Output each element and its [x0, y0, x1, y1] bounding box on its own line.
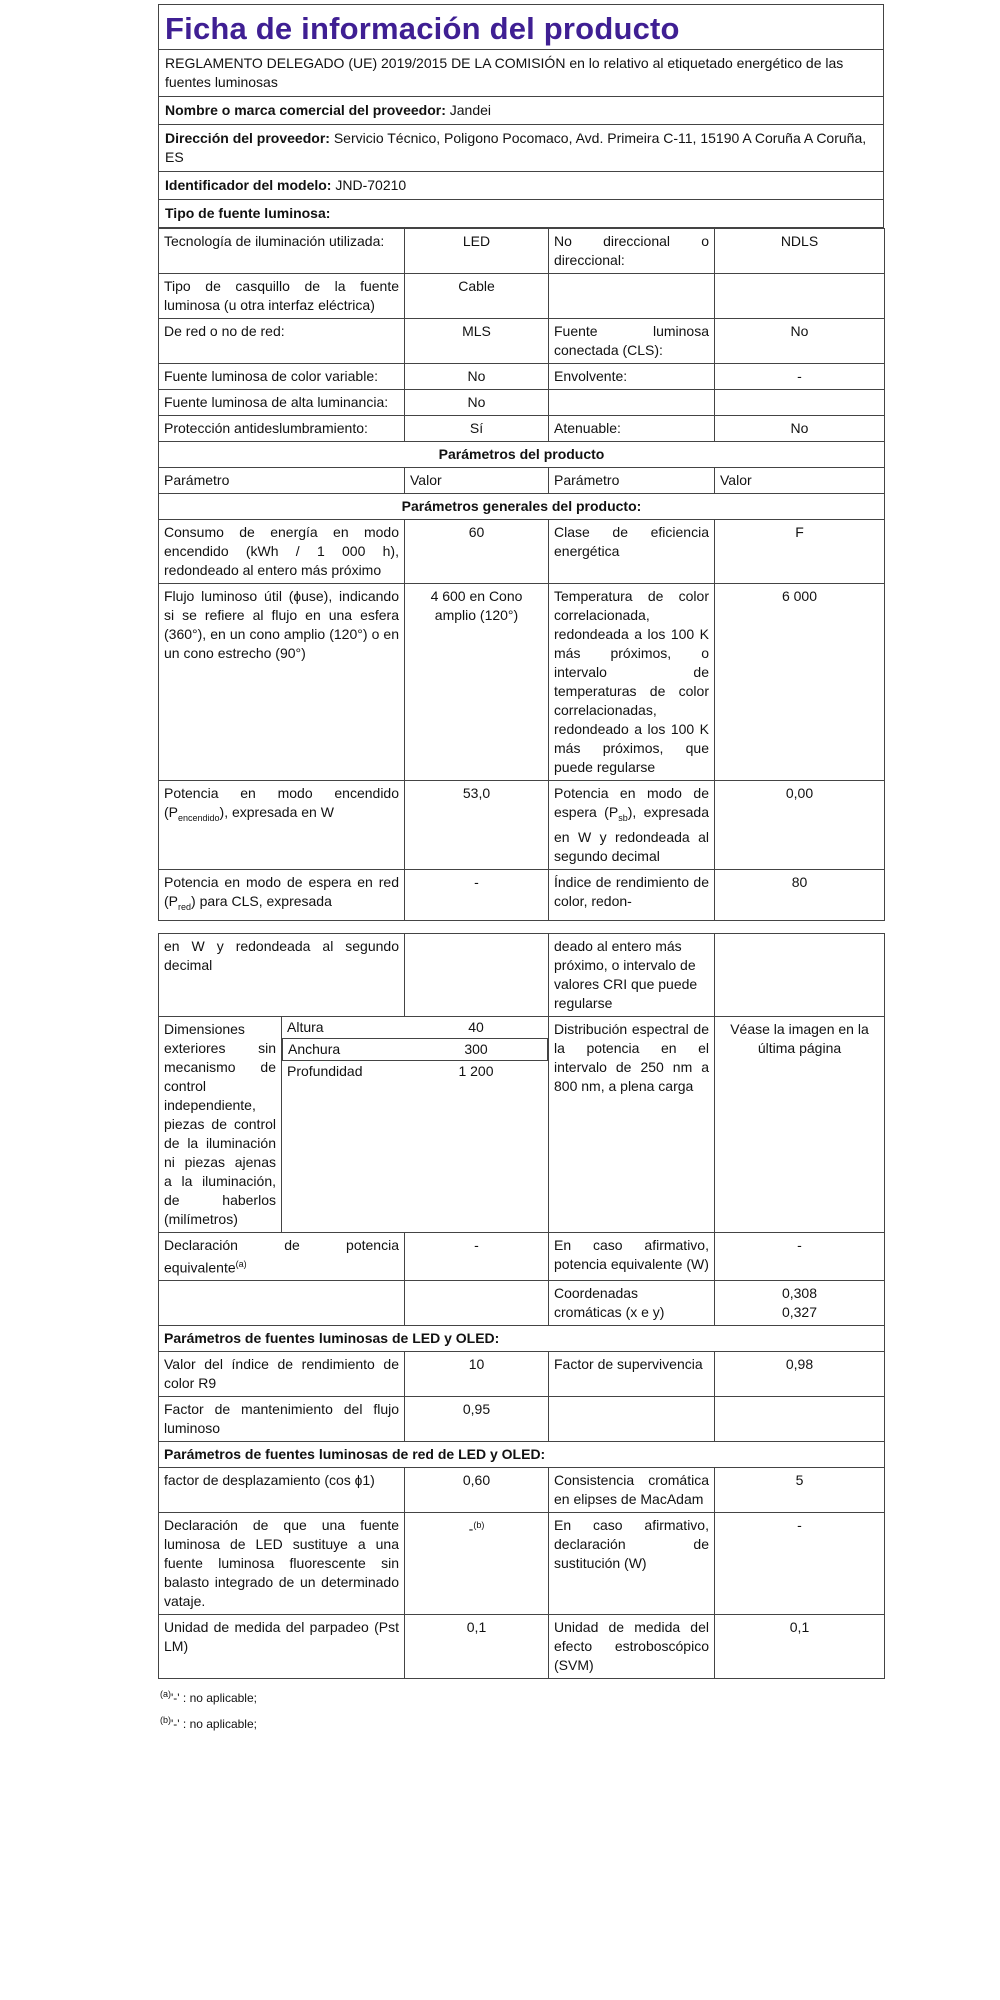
dimension-name: Altura	[287, 1018, 324, 1035]
type-label: Fuente luminosa de color variable:	[159, 364, 405, 390]
column-header-param2: Parámetro	[549, 468, 715, 494]
footnote-mark: (a)	[160, 1689, 171, 1700]
supplier-label: Nombre o marca comercial del proveedor:	[165, 102, 446, 118]
column-header-value: Valor	[405, 468, 549, 494]
mains-label: En caso afirmativo, declaración de sustitución (W)	[549, 1513, 715, 1615]
mains-value: -	[715, 1513, 885, 1615]
power-on-row	[159, 781, 885, 870]
power-net-row	[159, 869, 885, 920]
power-on-value: 53,0	[405, 781, 549, 870]
column-header-param: Parámetro	[159, 468, 405, 494]
empty-cell	[159, 1281, 405, 1326]
model-value: JND-70210	[335, 177, 407, 193]
type-value: NDLS	[715, 229, 885, 274]
general-heading-row	[159, 494, 885, 520]
led-heading-row	[159, 1326, 885, 1352]
equiv-power-value: -	[715, 1232, 885, 1281]
mains-value	[405, 1615, 549, 1679]
page-title: Ficha de información del producto	[165, 11, 680, 46]
dimension-value: 1 200	[458, 1062, 494, 1079]
cct-label: Temperatura de color correlacionada, redondeada a los 100 K más próximos, o intervalo de temperaturas de color correlacionadas, redondeado a los 100 K más próximos, que puede regularse	[549, 584, 715, 781]
type-value: No	[715, 416, 885, 442]
mains-label: Unidad de medida del parpadeo (Pst LM)	[159, 1615, 405, 1679]
standby-value: 0,00	[715, 781, 885, 870]
dimension-value: 300	[464, 1040, 488, 1057]
address-label: Dirección del proveedor:	[165, 130, 330, 146]
model-row	[159, 171, 883, 199]
mains-value-text: 0,60	[462, 1472, 491, 1489]
type-heading	[159, 199, 883, 227]
type-row	[159, 274, 885, 319]
address-row	[159, 124, 883, 171]
mains-value	[405, 1513, 549, 1615]
led-value	[715, 1397, 885, 1442]
page-break-gap	[159, 920, 885, 933]
power-net-value: -	[405, 869, 549, 920]
type-row	[159, 416, 885, 442]
cct-value: 6 000	[715, 584, 885, 781]
type-row	[159, 390, 885, 416]
product-info-sheet	[158, 4, 884, 1735]
mains-label: Declaración de que una fuente luminosa de LED sustituye a una fuente luminosa fluorescente sin balasto integrado de un determinado vataje.	[159, 1513, 405, 1615]
equiv-value: -	[405, 1232, 549, 1281]
led-row	[159, 1397, 885, 1442]
equiv-label-text: Declaración de potencia equivalente	[164, 1236, 399, 1276]
type-label	[549, 390, 715, 416]
dimension-height	[282, 1017, 548, 1038]
type-value	[715, 390, 885, 416]
mains-label: Consistencia cromática en elipses de MacAdam	[549, 1468, 715, 1513]
power-net-label	[159, 869, 405, 920]
mains-heading: Parámetros de fuentes luminosas de red de LED y OLED:	[159, 1442, 885, 1468]
type-label: Tipo de casquillo de la fuente luminosa (u otra interfaz eléctrica)	[159, 274, 405, 319]
chroma-x: 0,308	[781, 1285, 818, 1302]
efficiency-label: Clase de eficiencia energética	[549, 520, 715, 584]
type-value: -	[715, 364, 885, 390]
flux-label: Flujo luminoso útil (ɸuse), indicando si se refiere al flujo en una esfera (360°), en un cono amplio (120°) o en un cono estrecho (90°)	[159, 584, 405, 781]
address-value: Servicio Técnico, Poligono Pocomaco, Avd. Primeira C-11, 15190 A Coruña A Coruña, ES	[165, 130, 867, 165]
empty-cell	[405, 933, 549, 1016]
type-label: Fuente luminosa conectada (CLS):	[549, 319, 715, 364]
mains-value: 0,1	[715, 1615, 885, 1679]
standby-label-b: ), expresada en W y redondeada al segundo decimal	[554, 804, 709, 864]
led-label: Factor de supervivencia	[549, 1352, 715, 1397]
mains-label: Unidad de medida del efecto estroboscópico (SVM)	[549, 1615, 715, 1679]
type-value: MLS	[405, 319, 549, 364]
spectral-value: Véase la imagen en la última página	[715, 1016, 885, 1232]
equiv-row	[159, 1232, 885, 1281]
dimension-width	[282, 1038, 548, 1061]
power-on-label-a: Potencia en modo encendido (P	[164, 785, 399, 820]
dimensions-values	[282, 1017, 548, 1232]
standby-label-sub: sb	[618, 812, 628, 823]
footnote	[158, 1709, 884, 1735]
type-label: Fuente luminosa de alta luminancia:	[159, 390, 405, 416]
column-header-value2: Valor	[715, 468, 885, 494]
params-heading: Parámetros del producto	[159, 442, 885, 468]
power-on-label	[159, 781, 405, 870]
footnote	[158, 1683, 884, 1709]
footnote-text: '-' : no aplicable;	[171, 1691, 257, 1706]
dimension-value: 40	[468, 1018, 484, 1035]
mains-row	[159, 1513, 885, 1615]
led-value: 10	[405, 1352, 549, 1397]
spec-table	[158, 228, 885, 1679]
type-value	[715, 274, 885, 319]
type-heading-text: Tipo de fuente luminosa:	[165, 205, 331, 221]
mains-heading-row	[159, 1442, 885, 1468]
type-label: Envolvente:	[549, 364, 715, 390]
cri-cont-label: deado al entero más próximo, o intervalo de valores CRI que puede regularse	[549, 933, 715, 1016]
mains-label: factor de desplazamiento (cos ɸ1)	[159, 1468, 405, 1513]
footnote-mark: (b)	[160, 1715, 171, 1726]
power-on-label-sub: encendido	[178, 812, 220, 823]
dimension-depth	[282, 1061, 548, 1082]
mains-value-text: -	[468, 1520, 474, 1537]
type-value: LED	[405, 229, 549, 274]
type-value: Sí	[405, 416, 549, 442]
standby-label-a: Potencia en modo de espera (P	[554, 785, 709, 820]
led-value: 0,95	[405, 1397, 549, 1442]
type-label: No direccional o direccional:	[549, 229, 715, 274]
regulation-text: REGLAMENTO DELEGADO (UE) 2019/2015 DE LA COMISIÓN en lo relativo al etiquetado energético de las fuentes luminosas	[159, 49, 883, 96]
type-row	[159, 229, 885, 274]
cri-label: Índice de rendimiento de color, redon-	[549, 869, 715, 920]
dimensions-row	[159, 1016, 885, 1232]
mains-row	[159, 1615, 885, 1679]
type-value: No	[405, 364, 549, 390]
energy-row	[159, 520, 885, 584]
footnote-text: '-' : no aplicable;	[171, 1717, 257, 1732]
power-net-label-a: Potencia en modo de espera en red (P	[164, 873, 399, 909]
led-heading: Parámetros de fuentes luminosas de LED y OLED:	[159, 1326, 885, 1352]
type-row	[159, 319, 885, 364]
chroma-label: Coordenadas cromáticas (x e y)	[549, 1281, 715, 1326]
params-heading-row	[159, 442, 885, 468]
power-net-cont-row	[159, 933, 885, 1016]
supplier-row	[159, 96, 883, 124]
led-label: Factor de mantenimiento del flujo luminoso	[159, 1397, 405, 1442]
type-label	[549, 274, 715, 319]
type-value: No	[405, 390, 549, 416]
column-header-row	[159, 468, 885, 494]
dimensions-label: Dimensiones exteriores sin mecanismo de control independiente, piezas de control de la iluminación ni piezas ajenas a la iluminación, de haberlos (milímetros)	[159, 1017, 282, 1232]
type-label: Atenuable:	[549, 416, 715, 442]
mains-value	[405, 1468, 549, 1513]
type-row	[159, 364, 885, 390]
equiv-power-label: En caso afirmativo, potencia equivalente (W)	[549, 1232, 715, 1281]
type-label: Protección antideslumbramiento:	[159, 416, 405, 442]
efficiency-value: F	[715, 520, 885, 584]
supplier-value: Jandei	[449, 102, 492, 118]
footnotes	[158, 1683, 884, 1735]
chroma-values	[715, 1281, 885, 1326]
power-net-label-sub: red	[178, 901, 192, 912]
equiv-label-sup: (a)	[235, 1258, 247, 1269]
equiv-label	[159, 1232, 405, 1281]
chroma-y: 0,327	[781, 1304, 818, 1321]
energy-label: Consumo de energía en modo encendido (kWh / 1 000 h), redondeado al entero más próximo	[159, 520, 405, 584]
spectral-label: Distribución espectral de la potencia en el intervalo de 250 nm a 800 nm, a plena carga	[549, 1016, 715, 1232]
sheet-frame	[158, 4, 884, 228]
cri-value: 80	[715, 869, 885, 920]
energy-value: 60	[405, 520, 549, 584]
empty-cell	[405, 1281, 549, 1326]
mains-value: 5	[715, 1468, 885, 1513]
type-value: No	[715, 319, 885, 364]
dimension-name: Profundidad	[287, 1062, 363, 1079]
chroma-row	[159, 1281, 885, 1326]
mains-row	[159, 1468, 885, 1513]
type-label: De red o no de red:	[159, 319, 405, 364]
power-on-label-b: ), expresada en W	[219, 804, 334, 820]
general-heading: Parámetros generales del producto:	[159, 494, 885, 520]
led-row	[159, 1352, 885, 1397]
mains-value-text: 0,1	[466, 1619, 487, 1636]
led-label: Valor del índice de rendimiento de color R9	[159, 1352, 405, 1397]
led-label	[549, 1397, 715, 1442]
power-net-cont-label: en W y redondeada al segundo decimal	[159, 933, 405, 1016]
dimension-name: Anchura	[288, 1040, 341, 1057]
dimensions-cell	[159, 1016, 549, 1232]
model-label: Identificador del modelo:	[165, 177, 332, 193]
power-net-label-b: ) para CLS, expresada	[191, 892, 332, 909]
led-value: 0,98	[715, 1352, 885, 1397]
type-label: Tecnología de iluminación utilizada:	[159, 229, 405, 274]
flux-value: 4 600 en Cono amplio (120°)	[405, 584, 549, 781]
standby-label	[549, 781, 715, 870]
mains-value-sup: (b)	[473, 1520, 485, 1531]
empty-cell	[715, 933, 885, 1016]
flux-row	[159, 584, 885, 781]
type-value: Cable	[405, 274, 549, 319]
